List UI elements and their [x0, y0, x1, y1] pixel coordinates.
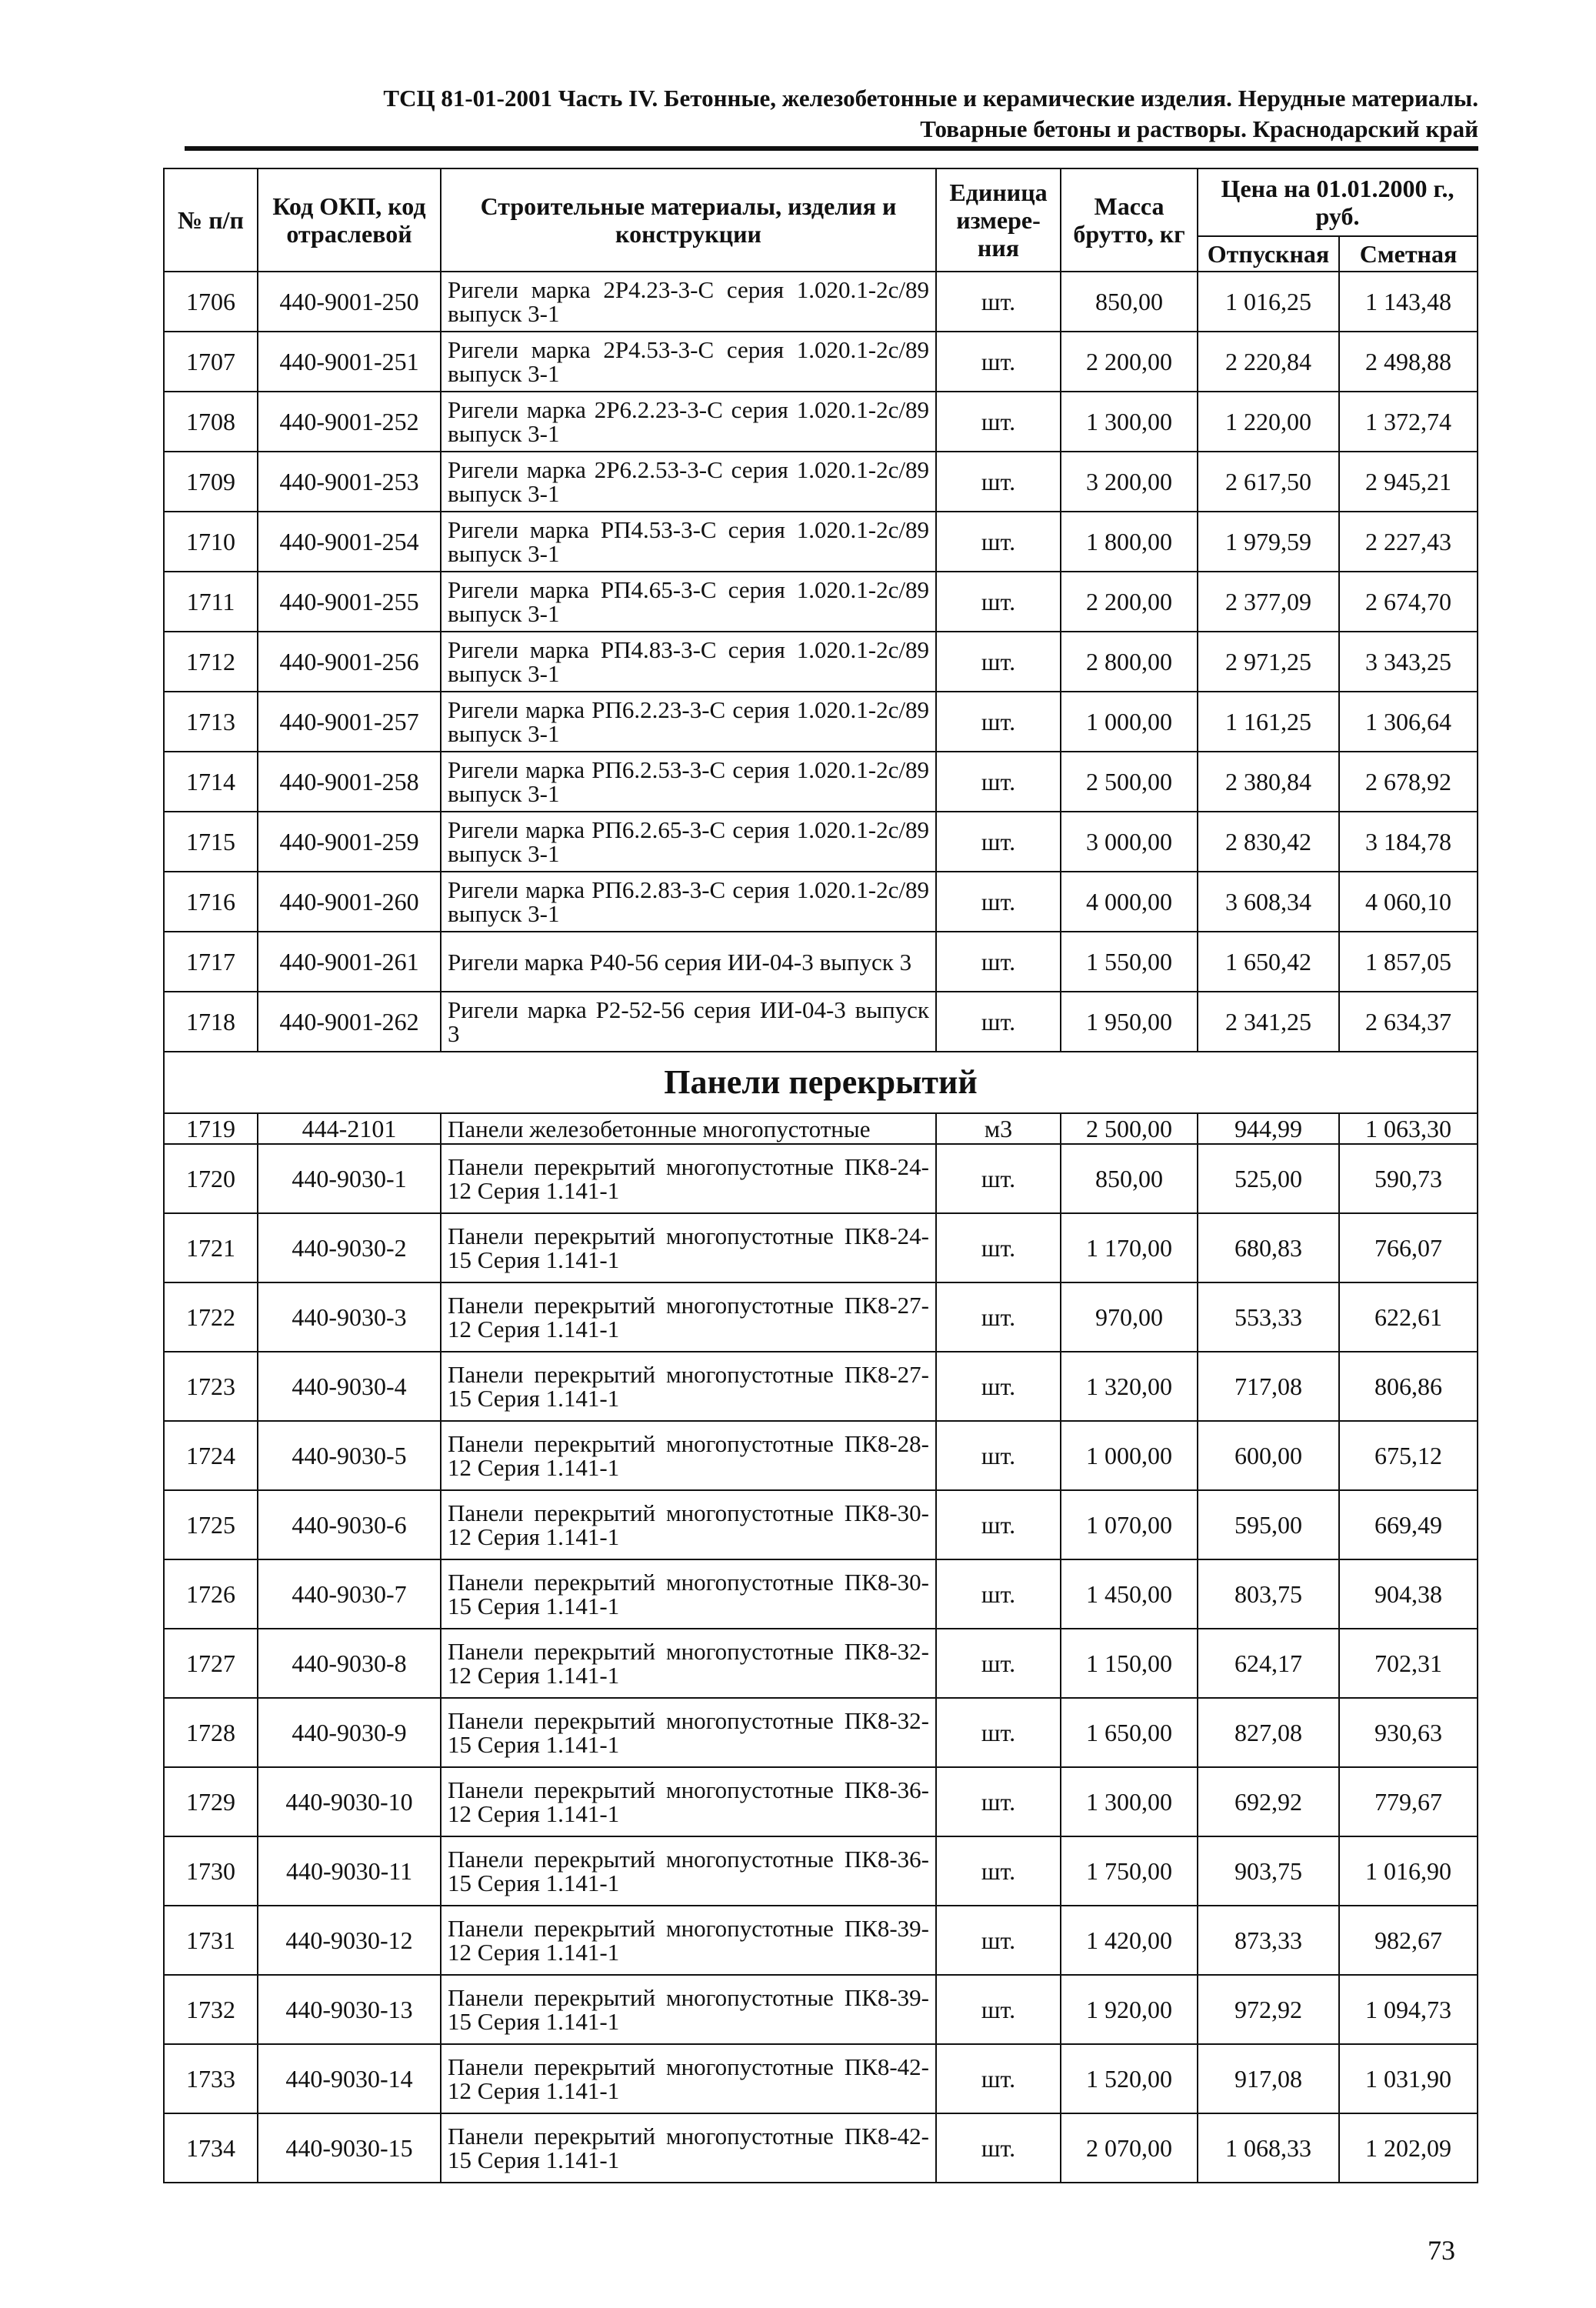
row-unit: шт.	[936, 1421, 1061, 1490]
table-body-panels	[164, 1144, 1478, 2183]
table-row	[164, 572, 1478, 632]
row-mass: 2 200,00	[1061, 332, 1198, 392]
row-name: Ригели марка РП4.65-3-С серия 1.020.1-2с/89 выпуск 3-1	[441, 572, 936, 632]
row-price-estimate: 2 634,37	[1339, 992, 1478, 1052]
row-mass: 1 950,00	[1061, 992, 1198, 1052]
row-price-release: 680,83	[1198, 1213, 1339, 1282]
row-code: 440-9030-10	[258, 1767, 441, 1836]
table-row	[164, 1421, 1478, 1490]
row-mass: 3 000,00	[1061, 812, 1198, 872]
table-row	[164, 1490, 1478, 1559]
row-code: 440-9001-262	[258, 992, 441, 1052]
row-price-estimate: 2 498,88	[1339, 332, 1478, 392]
row-price-release: 873,33	[1198, 1906, 1339, 1975]
price-table	[163, 168, 1478, 2183]
row-price-release: 624,17	[1198, 1629, 1339, 1698]
row-code: 440-9030-15	[258, 2113, 441, 2183]
row-mass: 850,00	[1061, 1144, 1198, 1213]
table-row	[164, 452, 1478, 512]
row-mass: 2 200,00	[1061, 572, 1198, 632]
row-price-release: 803,75	[1198, 1559, 1339, 1629]
row-price-release: 1 979,59	[1198, 512, 1339, 572]
row-num: 1723	[164, 1352, 258, 1421]
row-unit: шт.	[936, 1629, 1061, 1698]
table-row	[164, 1836, 1478, 1906]
row-unit: шт.	[936, 1698, 1061, 1767]
row-unit: шт.	[936, 1490, 1061, 1559]
row-num: 1722	[164, 1282, 258, 1352]
row-name: Ригели марка 2Р4.23-3-С серия 1.020.1-2с/89 выпуск 3-1	[441, 272, 936, 332]
row-code: 440-9001-259	[258, 812, 441, 872]
row-unit: шт.	[936, 512, 1061, 572]
row-name: Панели перекрытий многопустотные ПК8-36-15 Серия 1.141-1	[441, 1836, 936, 1906]
row-name: Панели перекрытий многопустотные ПК8-42-15 Серия 1.141-1	[441, 2113, 936, 2183]
row-unit: шт.	[936, 812, 1061, 872]
table-row	[164, 512, 1478, 572]
row-num: 1714	[164, 752, 258, 812]
row-price-estimate: 2 674,70	[1339, 572, 1478, 632]
row-mass: 1 520,00	[1061, 2044, 1198, 2113]
row-mass: 1 000,00	[1061, 1421, 1198, 1490]
row-num: 1709	[164, 452, 258, 512]
table-row	[164, 632, 1478, 692]
row-num: 1715	[164, 812, 258, 872]
row-name: Панели перекрытий многопустотные ПК8-28-12 Серия 1.141-1	[441, 1421, 936, 1490]
section-title: Панели перекрытий	[164, 1052, 1478, 1113]
row-price-estimate: 1 143,48	[1339, 272, 1478, 332]
row-mass: 1 070,00	[1061, 1490, 1198, 1559]
row-num: 1725	[164, 1490, 258, 1559]
row-unit: шт.	[936, 1767, 1061, 1836]
row-price-estimate: 930,63	[1339, 1698, 1478, 1767]
row-price-release: 1 220,00	[1198, 392, 1339, 452]
row-price-release: 827,08	[1198, 1698, 1339, 1767]
row-price-estimate: 1 857,05	[1339, 932, 1478, 992]
row-unit: шт.	[936, 1144, 1061, 1213]
col-mass-header: Масса брутто, кг	[1061, 168, 1198, 272]
row-price-release: 717,08	[1198, 1352, 1339, 1421]
row-unit: шт.	[936, 572, 1061, 632]
row-mass: 850,00	[1061, 272, 1198, 332]
row-num: 1710	[164, 512, 258, 572]
row-price-release: 2 220,84	[1198, 332, 1339, 392]
row-name: Ригели марка 2Р6.2.53-3-С серия 1.020.1-2с/89 выпуск 3-1	[441, 452, 936, 512]
row-num: 1716	[164, 872, 258, 932]
row-code: 440-9030-12	[258, 1906, 441, 1975]
table-body-rigeli	[164, 272, 1478, 1052]
row-code: 440-9030-13	[258, 1975, 441, 2044]
row-price-release: 2 830,42	[1198, 812, 1339, 872]
table-row	[164, 392, 1478, 452]
row-price-release: 2 341,25	[1198, 992, 1339, 1052]
table-row	[164, 1144, 1478, 1213]
row-code: 440-9001-251	[258, 332, 441, 392]
row-code: 440-9001-252	[258, 392, 441, 452]
row-num: 1718	[164, 992, 258, 1052]
row-code: 440-9030-8	[258, 1629, 441, 1698]
row-name: Ригели марка РП6.2.83-3-С серия 1.020.1-2с/89 выпуск 3-1	[441, 872, 936, 932]
row-unit: шт.	[936, 1282, 1061, 1352]
table-row	[164, 2044, 1478, 2113]
row-mass: 1 800,00	[1061, 512, 1198, 572]
row-code: 440-9030-2	[258, 1213, 441, 1282]
row-num: 1719	[164, 1113, 258, 1144]
row-price-estimate: 1 031,90	[1339, 2044, 1478, 2113]
col-code-header: Код ОКП, код отраслевой	[258, 168, 441, 272]
row-price-release: 2 971,25	[1198, 632, 1339, 692]
row-price-release: 2 377,09	[1198, 572, 1339, 632]
row-name: Ригели марка РП4.83-3-С серия 1.020.1-2с/89 выпуск 3-1	[441, 632, 936, 692]
row-price-estimate: 590,73	[1339, 1144, 1478, 1213]
col-name-header: Строительные материалы, изделия и конструкции	[441, 168, 936, 272]
row-price-estimate: 2 945,21	[1339, 452, 1478, 512]
row-price-release: 595,00	[1198, 1490, 1339, 1559]
row-unit: м3	[936, 1113, 1061, 1144]
row-name: Панели перекрытий многопустотные ПК8-24-12 Серия 1.141-1	[441, 1144, 936, 1213]
row-name: Панели перекрытий многопустотные ПК8-42-12 Серия 1.141-1	[441, 2044, 936, 2113]
row-price-estimate: 4 060,10	[1339, 872, 1478, 932]
row-code: 444-2101	[258, 1113, 441, 1144]
row-code: 440-9030-9	[258, 1698, 441, 1767]
row-mass: 2 070,00	[1061, 2113, 1198, 2183]
row-num: 1727	[164, 1629, 258, 1698]
row-price-estimate: 669,49	[1339, 1490, 1478, 1559]
row-price-release: 972,92	[1198, 1975, 1339, 2044]
row-price-release: 944,99	[1198, 1113, 1339, 1144]
table-row	[164, 1698, 1478, 1767]
row-name: Ригели марка РП6.2.53-3-С серия 1.020.1-2с/89 выпуск 3-1	[441, 752, 936, 812]
row-unit: шт.	[936, 932, 1061, 992]
row-num: 1733	[164, 2044, 258, 2113]
row-num: 1724	[164, 1421, 258, 1490]
row-price-release: 553,33	[1198, 1282, 1339, 1352]
row-num: 1708	[164, 392, 258, 452]
row-price-estimate: 622,61	[1339, 1282, 1478, 1352]
row-price-release: 1 068,33	[1198, 2113, 1339, 2183]
row-unit: шт.	[936, 1213, 1061, 1282]
row-code: 440-9030-11	[258, 1836, 441, 1906]
row-name: Ригели марка 2Р6.2.23-3-С серия 1.020.1-2с/89 выпуск 3-1	[441, 392, 936, 452]
row-name: Панели перекрытий многопустотные ПК8-27-12 Серия 1.141-1	[441, 1282, 936, 1352]
table-row	[164, 1559, 1478, 1629]
row-name: Панели перекрытий многопустотные ПК8-30-15 Серия 1.141-1	[441, 1559, 936, 1629]
row-code: 440-9001-253	[258, 452, 441, 512]
row-price-estimate: 3 184,78	[1339, 812, 1478, 872]
row-unit: шт.	[936, 272, 1061, 332]
col-price-group-header: Цена на 01.01.2000 г., руб.	[1198, 168, 1478, 236]
row-price-estimate: 779,67	[1339, 1767, 1478, 1836]
col-price-release-header: Отпускная	[1198, 236, 1339, 272]
row-num: 1731	[164, 1906, 258, 1975]
row-num: 1729	[164, 1767, 258, 1836]
row-unit: шт.	[936, 452, 1061, 512]
row-price-estimate: 1 094,73	[1339, 1975, 1478, 2044]
row-price-estimate: 1 306,64	[1339, 692, 1478, 752]
table-row	[164, 272, 1478, 332]
row-mass: 1 000,00	[1061, 692, 1198, 752]
row-num: 1734	[164, 2113, 258, 2183]
row-mass: 1 320,00	[1061, 1352, 1198, 1421]
row-price-estimate: 3 343,25	[1339, 632, 1478, 692]
row-name: Ригели марка РП6.2.65-3-С серия 1.020.1-2с/89 выпуск 3-1	[441, 812, 936, 872]
row-unit: шт.	[936, 1975, 1061, 2044]
row-code: 440-9030-1	[258, 1144, 441, 1213]
row-mass: 1 750,00	[1061, 1836, 1198, 1906]
row-code: 440-9030-3	[258, 1282, 441, 1352]
row-mass: 970,00	[1061, 1282, 1198, 1352]
row-name: Панели перекрытий многопустотные ПК8-39-15 Серия 1.141-1	[441, 1975, 936, 2044]
row-price-estimate: 1 063,30	[1339, 1113, 1478, 1144]
row-unit: шт.	[936, 392, 1061, 452]
row-price-release: 525,00	[1198, 1144, 1339, 1213]
row-code: 440-9001-260	[258, 872, 441, 932]
row-price-release: 2 380,84	[1198, 752, 1339, 812]
row-unit: шт.	[936, 692, 1061, 752]
row-price-release: 903,75	[1198, 1836, 1339, 1906]
table-row	[164, 992, 1478, 1052]
row-price-estimate: 675,12	[1339, 1421, 1478, 1490]
header-divider	[185, 146, 1478, 151]
row-mass: 2 800,00	[1061, 632, 1198, 692]
row-mass: 2 500,00	[1061, 752, 1198, 812]
row-unit: шт.	[936, 1352, 1061, 1421]
row-price-estimate: 982,67	[1339, 1906, 1478, 1975]
table-row	[164, 752, 1478, 812]
row-unit: шт.	[936, 632, 1061, 692]
row-unit: шт.	[936, 1906, 1061, 1975]
row-price-release: 1 650,42	[1198, 932, 1339, 992]
row-code: 440-9001-258	[258, 752, 441, 812]
row-mass: 1 150,00	[1061, 1629, 1198, 1698]
row-name: Панели перекрытий многопустотные ПК8-39-12 Серия 1.141-1	[441, 1906, 936, 1975]
row-unit: шт.	[936, 872, 1061, 932]
row-code: 440-9030-4	[258, 1352, 441, 1421]
col-price-estimate-header: Сметная	[1339, 236, 1478, 272]
table-row	[164, 1629, 1478, 1698]
row-mass: 1 420,00	[1061, 1906, 1198, 1975]
table-row	[164, 932, 1478, 992]
row-price-estimate: 2 678,92	[1339, 752, 1478, 812]
row-code: 440-9030-14	[258, 2044, 441, 2113]
row-code: 440-9030-7	[258, 1559, 441, 1629]
row-name: Панели перекрытий многопустотные ПК8-27-15 Серия 1.141-1	[441, 1352, 936, 1421]
row-num: 1726	[164, 1559, 258, 1629]
row-code: 440-9001-255	[258, 572, 441, 632]
table-body-section	[164, 1052, 1478, 1144]
row-unit: шт.	[936, 2113, 1061, 2183]
row-num: 1707	[164, 332, 258, 392]
row-num: 1706	[164, 272, 258, 332]
row-mass: 1 300,00	[1061, 392, 1198, 452]
row-num: 1712	[164, 632, 258, 692]
row-num: 1711	[164, 572, 258, 632]
row-unit: шт.	[936, 1559, 1061, 1629]
row-name: Панели железобетонные многопустотные	[441, 1113, 936, 1144]
page-number: 73	[1428, 2235, 1455, 2266]
row-mass: 2 500,00	[1061, 1113, 1198, 1144]
row-mass: 3 200,00	[1061, 452, 1198, 512]
row-code: 440-9001-254	[258, 512, 441, 572]
row-mass: 1 450,00	[1061, 1559, 1198, 1629]
row-unit: шт.	[936, 332, 1061, 392]
header-line-1: ТСЦ 81-01-2001 Часть IV. Бетонные, железобетонные и керамические изделия. Нерудные материалы.	[383, 85, 1478, 112]
page-header	[185, 83, 1478, 145]
row-code: 440-9001-250	[258, 272, 441, 332]
row-name: Ригели марка 2Р4.53-3-С серия 1.020.1-2с/89 выпуск 3-1	[441, 332, 936, 392]
table-row	[164, 872, 1478, 932]
table-row	[164, 2113, 1478, 2183]
row-code: 440-9001-257	[258, 692, 441, 752]
row-name: Панели перекрытий многопустотные ПК8-30-12 Серия 1.141-1	[441, 1490, 936, 1559]
table-row	[164, 1767, 1478, 1836]
row-unit: шт.	[936, 752, 1061, 812]
row-price-estimate: 1 016,90	[1339, 1836, 1478, 1906]
table-row	[164, 812, 1478, 872]
row-price-estimate: 702,31	[1339, 1629, 1478, 1698]
table-row	[164, 692, 1478, 752]
row-name: Панели перекрытий многопустотные ПК8-32-15 Серия 1.141-1	[441, 1698, 936, 1767]
row-unit: шт.	[936, 2044, 1061, 2113]
table-row	[164, 1213, 1478, 1282]
table-row	[164, 1906, 1478, 1975]
table-row	[164, 1282, 1478, 1352]
row-code: 440-9001-261	[258, 932, 441, 992]
row-num: 1721	[164, 1213, 258, 1282]
row-price-estimate: 1 202,09	[1339, 2113, 1478, 2183]
row-num: 1728	[164, 1698, 258, 1767]
row-mass: 1 170,00	[1061, 1213, 1198, 1282]
row-name: Панели перекрытий многопустотные ПК8-24-15 Серия 1.141-1	[441, 1213, 936, 1282]
row-mass: 1 920,00	[1061, 1975, 1198, 2044]
row-num: 1720	[164, 1144, 258, 1213]
col-num-header: № п/п	[164, 168, 258, 272]
row-price-release: 1 016,25	[1198, 272, 1339, 332]
row-num: 1732	[164, 1975, 258, 2044]
row-unit: шт.	[936, 992, 1061, 1052]
row-price-release: 600,00	[1198, 1421, 1339, 1490]
row-num: 1730	[164, 1836, 258, 1906]
row-code: 440-9001-256	[258, 632, 441, 692]
row-price-estimate: 2 227,43	[1339, 512, 1478, 572]
row-mass: 4 000,00	[1061, 872, 1198, 932]
table-row	[164, 1113, 1478, 1144]
row-price-estimate: 1 372,74	[1339, 392, 1478, 452]
row-name: Ригели марка РП6.2.23-3-С серия 1.020.1-2с/89 выпуск 3-1	[441, 692, 936, 752]
row-price-estimate: 766,07	[1339, 1213, 1478, 1282]
header-line-2: Товарные бетоны и растворы. Краснодарский край	[920, 115, 1478, 142]
table-row	[164, 332, 1478, 392]
table-row	[164, 1352, 1478, 1421]
row-code: 440-9030-5	[258, 1421, 441, 1490]
row-name: Панели перекрытий многопустотные ПК8-36-12 Серия 1.141-1	[441, 1767, 936, 1836]
table-row	[164, 1975, 1478, 2044]
row-unit: шт.	[936, 1836, 1061, 1906]
row-price-estimate: 806,86	[1339, 1352, 1478, 1421]
row-name: Ригели марка Р2-52-56 серия ИИ-04-3 выпуск 3	[441, 992, 936, 1052]
row-price-estimate: 904,38	[1339, 1559, 1478, 1629]
row-price-release: 1 161,25	[1198, 692, 1339, 752]
row-name: Ригели марка Р40-56 серия ИИ-04-3 выпуск 3	[441, 932, 936, 992]
row-num: 1717	[164, 932, 258, 992]
row-name: Панели перекрытий многопустотные ПК8-32-12 Серия 1.141-1	[441, 1629, 936, 1698]
col-unit-header: Единица измере-ния	[936, 168, 1061, 272]
row-mass: 1 300,00	[1061, 1767, 1198, 1836]
row-price-release: 2 617,50	[1198, 452, 1339, 512]
row-price-release: 3 608,34	[1198, 872, 1339, 932]
row-mass: 1 650,00	[1061, 1698, 1198, 1767]
row-name: Ригели марка РП4.53-3-С серия 1.020.1-2с/89 выпуск 3-1	[441, 512, 936, 572]
row-num: 1713	[164, 692, 258, 752]
row-mass: 1 550,00	[1061, 932, 1198, 992]
row-price-release: 692,92	[1198, 1767, 1339, 1836]
row-code: 440-9030-6	[258, 1490, 441, 1559]
row-price-release: 917,08	[1198, 2044, 1339, 2113]
